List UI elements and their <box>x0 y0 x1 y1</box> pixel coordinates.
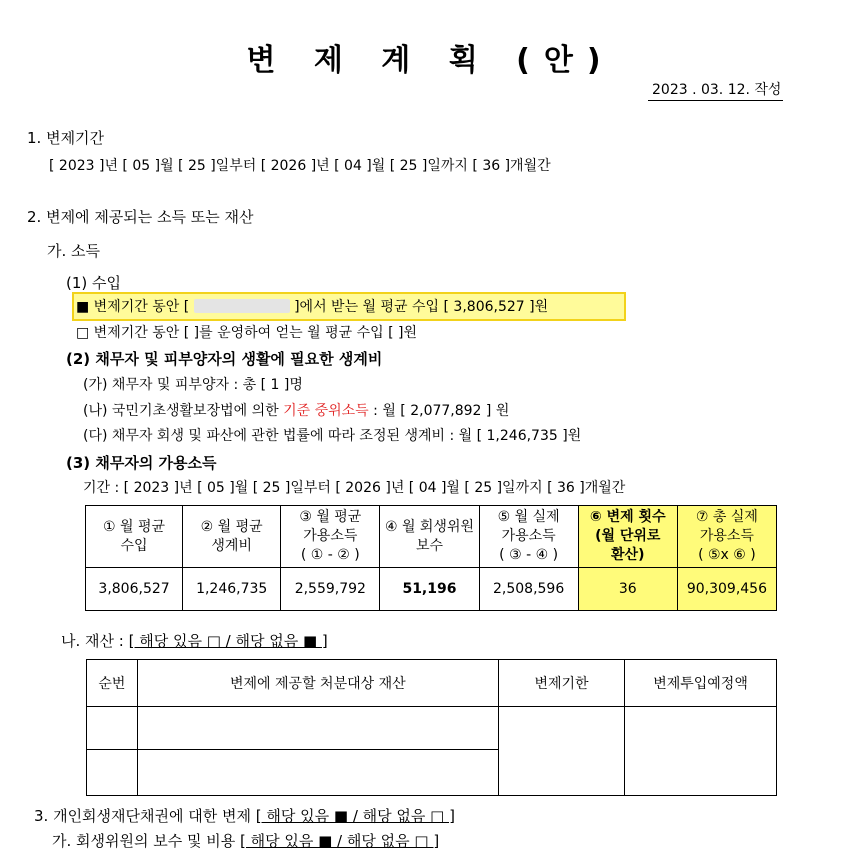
income-line-employment <box>76 296 548 316</box>
value-cell: 2,508,596 <box>479 568 578 611</box>
income-line-business: □ 변제기간 동안 [ ]를 운영하여 얻는 월 평균 수입 [ ]원 <box>76 325 417 341</box>
asset-cell <box>87 707 138 750</box>
value-cell-highlight: 36 <box>578 568 677 611</box>
header-cell: ④ 월 회생위원 보수 <box>380 506 479 568</box>
asset-cell <box>625 707 777 796</box>
asset-heading <box>61 630 328 651</box>
income-line1-suffix: ]에서 받는 월 평균 수입 [ 3,806,527 ]원 <box>294 299 549 315</box>
asset-cell <box>137 750 498 796</box>
asset-heading-label: 나. 재산 : <box>61 632 129 650</box>
asset-cell <box>137 707 498 750</box>
trustee-fee-label: 가. 회생위원의 보수 및 비용 <box>52 832 240 850</box>
header-cell: ① 월 평균 수입 <box>86 506 183 568</box>
asset-header-cell: 순번 <box>87 660 138 707</box>
median-income-line <box>83 400 509 420</box>
header-cell: ⑤ 월 실제 가용소득 ( ③ - ④ ) <box>479 506 578 568</box>
median-income-term: 기준 중위소득 <box>283 403 369 419</box>
section1-heading: 1. 변제기간 <box>27 129 105 147</box>
adjusted-living-cost-line: (다) 채무자 회생 및 파산에 관한 법률에 따라 조정된 생계비 : 월 [ 1,246,735 ]원 <box>83 428 582 444</box>
disposable-period: 기간 : [ 2023 ]년 [ 05 ]월 [ 25 ]일부터 [ 2026 ]년 [ 04 ]월 [ 25 ]일까지 [ 36 ]개월간 <box>83 480 626 496</box>
section3-applicability: [ 해당 있음 ■ / 해당 없음 □ ] <box>255 807 455 825</box>
disposable-income-heading: (3) 채무자의 가용소득 <box>66 454 217 472</box>
revenue-heading: (1) 수입 <box>66 274 121 292</box>
header-cell-highlight: ⑥ 변제 횟수 (월 단위로 환산) <box>578 506 677 568</box>
income-subheading: 가. 소득 <box>47 242 101 260</box>
section3-heading-label: 3. 개인회생재단채권에 대한 변제 <box>34 807 256 825</box>
header-cell: ③ 월 평균 가용소득 ( ① - ② ) <box>281 506 380 568</box>
asset-cell <box>498 707 624 796</box>
value-cell: 1,246,735 <box>183 568 281 611</box>
asset-header-cell: 변제투입예정액 <box>625 660 777 707</box>
header-cell-highlight: ⑦ 총 실제 가용소득 ( ⑤x ⑥ ) <box>677 506 776 568</box>
median-income-prefix: (나) 국민기초생활보장법에 의한 <box>83 403 284 419</box>
table-value-row <box>86 568 777 611</box>
asset-cell <box>87 750 138 796</box>
asset-row <box>87 707 777 750</box>
income-line1-prefix: ■ 변제기간 동안 [ <box>76 299 190 315</box>
value-cell: 51,196 <box>380 568 479 611</box>
written-date: 2023 . 03. 12. 작성 <box>648 79 783 101</box>
median-income-suffix: : 월 [ 2,077,892 ] 원 <box>368 403 510 419</box>
value-cell-highlight: 90,309,456 <box>677 568 776 611</box>
living-cost-heading: (2) 채무자 및 피부양자의 생활에 필요한 생계비 <box>66 350 383 368</box>
asset-applicability: [ 해당 있음 □ / 해당 없음 ■ ] <box>128 632 328 650</box>
value-cell: 3,806,527 <box>86 568 183 611</box>
repayment-period: [ 2023 ]년 [ 05 ]월 [ 25 ]일부터 [ 2026 ]년 [ 04 ]월 [ 25 ]일까지 [ 36 ]개월간 <box>49 158 551 174</box>
asset-header-cell: 변제에 제공할 처분대상 재산 <box>137 660 498 707</box>
asset-header-row <box>87 660 777 707</box>
table-header-row <box>86 506 777 568</box>
asset-header-cell: 변제기한 <box>498 660 624 707</box>
redacted-employer <box>194 299 290 313</box>
disposable-income-table <box>85 505 777 611</box>
value-cell: 2,559,792 <box>281 568 380 611</box>
trustee-fee-applicability: [ 해당 있음 ■ / 해당 없음 □ ] <box>240 832 440 850</box>
trustee-fee-line <box>52 830 439 851</box>
section2-heading: 2. 변제에 제공되는 소득 또는 재산 <box>27 208 254 226</box>
dependents-line: (가) 채무자 및 피부양자 : 총 [ 1 ]명 <box>83 377 303 393</box>
header-cell: ② 월 평균 생계비 <box>183 506 281 568</box>
asset-table <box>86 659 777 796</box>
document-title: 변 제 계 획 (안) <box>246 43 615 78</box>
section3-heading <box>34 805 455 826</box>
